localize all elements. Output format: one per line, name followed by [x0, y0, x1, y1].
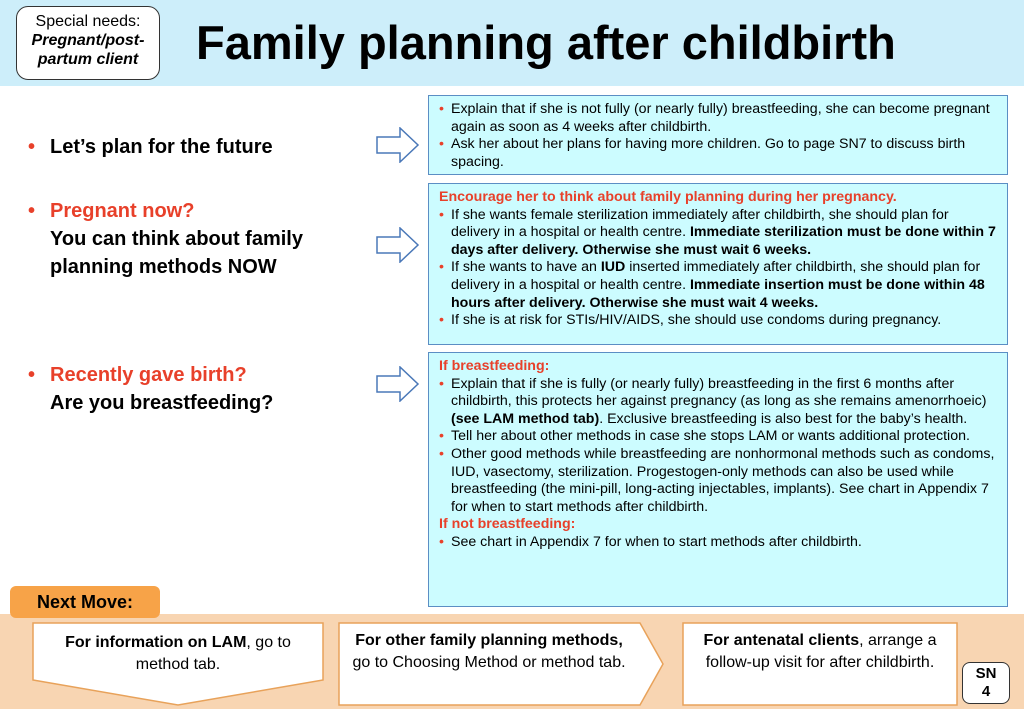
bullet-dot: •: [28, 364, 36, 386]
right-arrow-icon: [376, 366, 420, 402]
page-code-line1: SN: [975, 665, 997, 682]
list-item: • Explain that if she is fully (or nearly fully) breastfeeding in the first 6 months after childbirth, this protects her against pregnancy (as long as she remains amenorrhoeic) (see LAM method tab). Exclusive breastfeeding is also best for the baby’s health.: [439, 376, 997, 429]
list-item: • Explain that if she is not fully (or nearly fully) breastfeeding, she can become pregnant again as soon as 4 weeks after childbirth.: [439, 101, 997, 136]
bullet-pregnant-now: [28, 197, 303, 281]
next-move-card-other-methods[interactable]: [338, 622, 664, 706]
client-type-line2: partum client: [37, 51, 139, 68]
info-box-breastfeeding: [428, 352, 1008, 607]
right-arrow-icon: [376, 127, 420, 163]
next-move-card-lam[interactable]: [32, 622, 324, 706]
card-lam-text: For information on LAM, go to method tab.: [65, 634, 291, 673]
box-header-not-breastfeeding: If not breastfeeding:: [439, 516, 576, 533]
bullet-plan-future: [28, 133, 273, 161]
breastfeeding-question: Are you breastfeeding?: [50, 392, 274, 414]
next-move-card-antenatal[interactable]: [682, 622, 958, 706]
info-box-pregnancy: [428, 183, 1008, 345]
list-item: • If she wants female sterilization immediately after childbirth, she should plan for delivery in a hospital or health centre. Immediate sterilization must be done within 7 days after delivery. Otherwise she must wait 6 weeks.: [439, 207, 997, 260]
pregnant-now-line2: You can think about family: [50, 228, 303, 250]
list-item: • Tell her about other methods in case she stops LAM or wants additional protection.: [439, 428, 997, 446]
page-code-badge: [962, 662, 1010, 704]
client-type-line1: Pregnant/post-: [31, 32, 145, 49]
special-needs-badge: [16, 6, 160, 80]
box-header-breastfeeding: If breastfeeding:: [439, 358, 550, 374]
bullet-recently-gave-birth: [28, 361, 273, 417]
list-item: • If she wants to have an IUD inserted immediately after childbirth, she should plan for delivery in a hospital or health centre. Immediate insertion must be done within 48 hours after delivery. Otherwise she must wait 4 weeks.: [439, 259, 997, 312]
card-antenatal-text: For antenatal clients, arrange a follow-up visit for after childbirth.: [703, 632, 937, 671]
list-item: • Other good methods while breastfeeding are nonhormonal methods such as condoms, IUD, vasectomy, sterilization. Progestogen-only methods can also be used while breastfeeding (the mini-pill, long-acting injectables, implants). See chart in Appendix 7 for when to start methods after childbirth.: [439, 446, 997, 516]
pregnant-now-question: Pregnant now?: [50, 200, 195, 222]
special-needs-label: Special needs:: [35, 13, 141, 30]
page-code-line2: 4: [981, 683, 991, 700]
bullet-dot: •: [28, 136, 36, 158]
list-item: • See chart in Appendix 7 for when to start methods after childbirth.: [439, 534, 997, 552]
next-move-label: Next Move:: [10, 586, 160, 618]
pregnant-now-line3: planning methods NOW: [50, 256, 277, 278]
card-other-methods-text: For other family planning methods, go to Choosing Method or method tab.: [352, 632, 626, 671]
info-box-plan-future: [428, 95, 1008, 175]
page-title: Family planning after childbirth: [196, 16, 896, 69]
recently-gave-birth-question: Recently gave birth?: [50, 364, 247, 386]
list-item: • If she is at risk for STIs/HIV/AIDS, she should use condoms during pregnancy.: [439, 312, 997, 330]
box-header: Encourage her to think about family planning during her pregnancy.: [439, 189, 897, 205]
bullet-plan-future-text: Let’s plan for the future: [50, 136, 273, 158]
right-arrow-icon: [376, 227, 420, 263]
bullet-dot: •: [28, 200, 36, 222]
list-item: • Ask her about her plans for having more children. Go to page SN7 to discuss birth spacing.: [439, 136, 997, 171]
